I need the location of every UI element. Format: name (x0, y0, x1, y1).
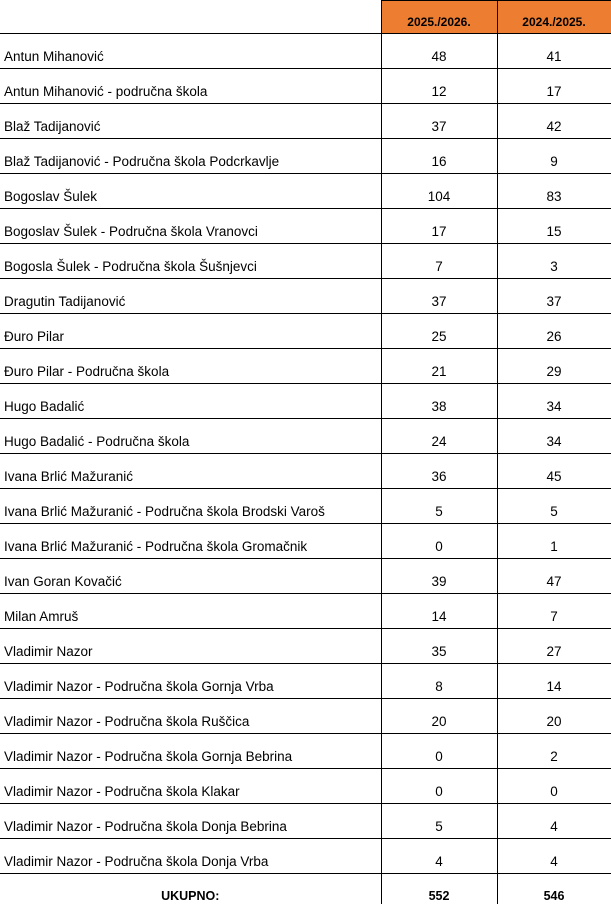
total-2025: 552 (381, 874, 497, 904)
school-name-cell: Ivana Brlić Mažuranić - Područna škola Brodski Varoš (0, 489, 381, 524)
table-row (0, 419, 611, 454)
school-name-cell: Vladimir Nazor - Područna škola Donja Vrba (0, 839, 381, 874)
table-row (0, 174, 611, 209)
count-2024-cell: 9 (497, 139, 611, 174)
count-2025-cell: 37 (381, 104, 497, 139)
table-row (0, 244, 611, 279)
count-2025-cell: 39 (381, 559, 497, 594)
school-name-cell: Vladimir Nazor - Područna škola Gornja Bebrina (0, 734, 381, 769)
count-2024-cell: 83 (497, 174, 611, 209)
count-2024-cell: 0 (497, 769, 611, 804)
count-2025-cell: 21 (381, 349, 497, 384)
count-2024-cell: 34 (497, 384, 611, 419)
school-name-cell: Blaž Tadijanović - Područna škola Podcrkavlje (0, 139, 381, 174)
school-name-cell: Antun Mihanović - područna škola (0, 69, 381, 104)
school-name-cell: Đuro Pilar - Područna škola (0, 349, 381, 384)
count-2025-cell: 4 (381, 839, 497, 874)
school-name-cell: Vladimir Nazor (0, 629, 381, 664)
school-name-cell: Bogosla Šulek - Područna škola Šušnjevci (0, 244, 381, 279)
table-row (0, 559, 611, 594)
table-row (0, 384, 611, 419)
table-row (0, 139, 611, 174)
count-2025-cell: 12 (381, 69, 497, 104)
header-row (0, 1, 611, 34)
count-2024-cell: 3 (497, 244, 611, 279)
count-2025-cell: 35 (381, 629, 497, 664)
count-2024-cell: 14 (497, 664, 611, 699)
table-row (0, 69, 611, 104)
school-name-cell: Blaž Tadijanović (0, 104, 381, 139)
table-row (0, 734, 611, 769)
count-2024-cell: 29 (497, 349, 611, 384)
table-row (0, 594, 611, 629)
table-row (0, 279, 611, 314)
school-name-cell: Vladimir Nazor - Područna škola Klakar (0, 769, 381, 804)
count-2024-cell: 20 (497, 699, 611, 734)
table-row (0, 839, 611, 874)
count-2025-cell: 14 (381, 594, 497, 629)
school-name-cell: Vladimir Nazor - Područna škola Gornja Vrba (0, 664, 381, 699)
school-name-cell: Bogoslav Šulek - Područna škola Vranovci (0, 209, 381, 244)
table-body (0, 34, 611, 874)
count-2024-cell: 17 (497, 69, 611, 104)
school-name-cell: Dragutin Tadijanović (0, 279, 381, 314)
school-name-cell: Đuro Pilar (0, 314, 381, 349)
school-name-cell: Hugo Badalić - Područna škola (0, 419, 381, 454)
table-row (0, 524, 611, 559)
count-2024-cell: 7 (497, 594, 611, 629)
school-name-cell: Antun Mihanović (0, 34, 381, 69)
count-2025-cell: 7 (381, 244, 497, 279)
total-2024: 546 (497, 874, 611, 904)
table-row (0, 699, 611, 734)
table-row (0, 804, 611, 839)
count-2025-cell: 36 (381, 454, 497, 489)
table-row (0, 209, 611, 244)
count-2025-cell: 0 (381, 734, 497, 769)
school-name-cell: Vladimir Nazor - Područna škola Ruščica (0, 699, 381, 734)
count-2024-cell: 1 (497, 524, 611, 559)
school-name-cell: Bogoslav Šulek (0, 174, 381, 209)
count-2024-cell: 27 (497, 629, 611, 664)
school-name-cell: Vladimir Nazor - Područna škola Donja Bebrina (0, 804, 381, 839)
header-2025-2026: 2025./2026. (381, 1, 497, 34)
total-label: UKUPNO: (161, 888, 220, 903)
count-2024-cell: 37 (497, 279, 611, 314)
count-2025-cell: 16 (381, 139, 497, 174)
count-2025-cell: 24 (381, 419, 497, 454)
count-2024-cell: 41 (497, 34, 611, 69)
count-2025-cell: 25 (381, 314, 497, 349)
count-2025-cell: 0 (381, 769, 497, 804)
count-2024-cell: 2 (497, 734, 611, 769)
table-row (0, 314, 611, 349)
table-row (0, 34, 611, 69)
school-name-cell: Milan Amruš (0, 594, 381, 629)
table-row (0, 489, 611, 524)
table-row (0, 769, 611, 804)
count-2025-cell: 0 (381, 524, 497, 559)
table-row (0, 104, 611, 139)
table-row (0, 454, 611, 489)
count-2024-cell: 34 (497, 419, 611, 454)
school-name-cell: Ivana Brlić Mažuranić (0, 454, 381, 489)
count-2025-cell: 20 (381, 699, 497, 734)
count-2025-cell: 5 (381, 489, 497, 524)
count-2025-cell: 5 (381, 804, 497, 839)
count-2025-cell: 48 (381, 34, 497, 69)
count-2024-cell: 47 (497, 559, 611, 594)
total-row (0, 874, 611, 904)
school-name-cell: Hugo Badalić (0, 384, 381, 419)
count-2024-cell: 42 (497, 104, 611, 139)
count-2024-cell: 5 (497, 489, 611, 524)
count-2024-cell: 26 (497, 314, 611, 349)
school-name-cell: Ivan Goran Kovačić (0, 559, 381, 594)
table-row (0, 349, 611, 384)
count-2025-cell: 104 (381, 174, 497, 209)
count-2025-cell: 38 (381, 384, 497, 419)
count-2025-cell: 8 (381, 664, 497, 699)
count-2024-cell: 15 (497, 209, 611, 244)
count-2025-cell: 37 (381, 279, 497, 314)
count-2024-cell: 4 (497, 804, 611, 839)
count-2025-cell: 17 (381, 209, 497, 244)
count-2024-cell: 4 (497, 839, 611, 874)
header-school-cell (0, 1, 381, 34)
table-row (0, 664, 611, 699)
count-2024-cell: 45 (497, 454, 611, 489)
header-2024-2025: 2024./2025. (497, 1, 611, 34)
school-name-cell: Ivana Brlić Mažuranić - Područna škola Gromačnik (0, 524, 381, 559)
table-row (0, 629, 611, 664)
